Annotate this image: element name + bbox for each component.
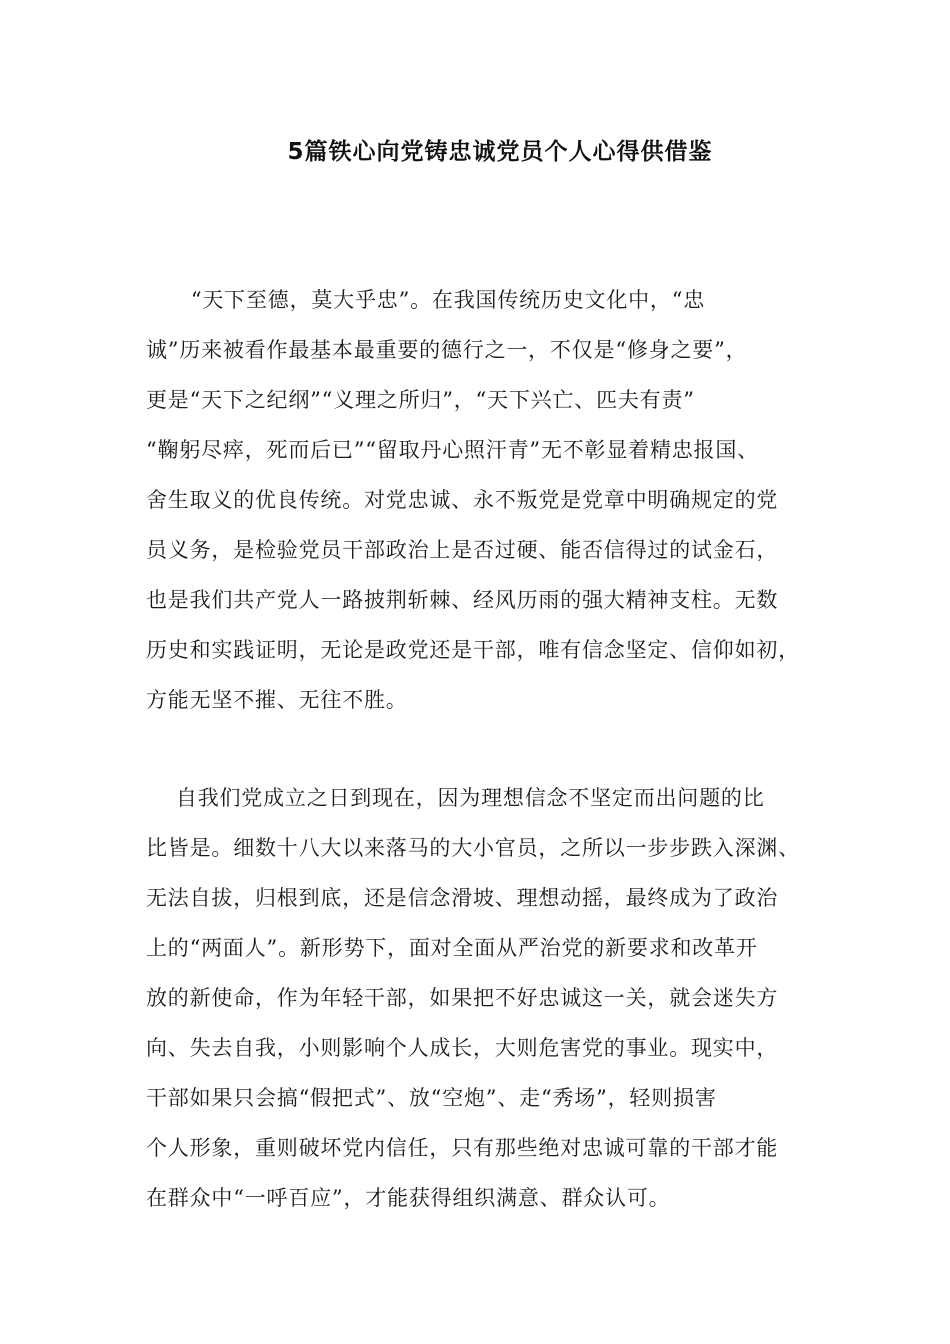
text-line: 更是“天下之纪纲”“义理之所归”，“天下兴亡、匹夫有责” [146,388,695,412]
text-line: 诚”历来被看作最基本最重要的德行之一，不仅是“修身之要”， [146,338,748,362]
text-line: 舍生取义的优良传统。对党忠诚、永不叛党是党章中明确规定的党 [146,488,779,512]
text-line: 也是我们共产党人一路披荆斩棘、经风历雨的强大精神支柱。无数 [146,588,779,612]
text-line: 员义务，是检验党员干部政治上是否过硬、能否信得过的试金石， [146,538,779,562]
text-line: 方能无坚不摧、无往不胜。 [146,688,408,712]
text-line: 向、失去自我，小则影响个人成长，大则危害党的事业。现实中， [146,1036,779,1060]
paragraph-2 [146,773,816,1223]
text-line: 比皆是。细数十八大以来落马的大小官员，之所以一步步跌入深渊、 [146,836,800,860]
text-line: 无法自拔，归根到底，还是信念滑坡、理想动摇，最终成为了政治 [146,886,779,910]
text-line: 自我们党成立之日到现在，因为理想信念不坚定而出问题的比 [146,786,765,810]
paragraph-1 [146,275,816,725]
text-line: “天下至德，莫大乎忠”。在我国传统历史文化中，“忠 [146,288,706,312]
text-line: 在群众中“一呼百应”，才能获得组织满意、群众认可。 [146,1186,671,1210]
text-line: 上的“两面人”。新形势下，面对全面从严治党的新要求和改革开 [146,936,758,960]
text-line: 个人形象，重则破坏党内信任，只有那些绝对忠诚可靠的干部才能 [146,1136,779,1160]
document-title: 5篇铁心向党铸忠诚党员个人心得供借鉴 [287,139,713,165]
text-line: 历史和实践证明，无论是政党还是干部，唯有信念坚定、信仰如初， [146,638,800,662]
text-line: 放的新使命，作为年轻干部，如果把不好忠诚这一关，就会迷失方 [146,986,779,1010]
text-line: “鞠躬尽瘁，死而后已”“留取丹心照汗青”无不彰显着精忠报国、 [146,438,759,462]
text-line: 干部如果只会搞“假把式”、放“空炮”、走“秀场”，轻则损害 [146,1086,717,1110]
